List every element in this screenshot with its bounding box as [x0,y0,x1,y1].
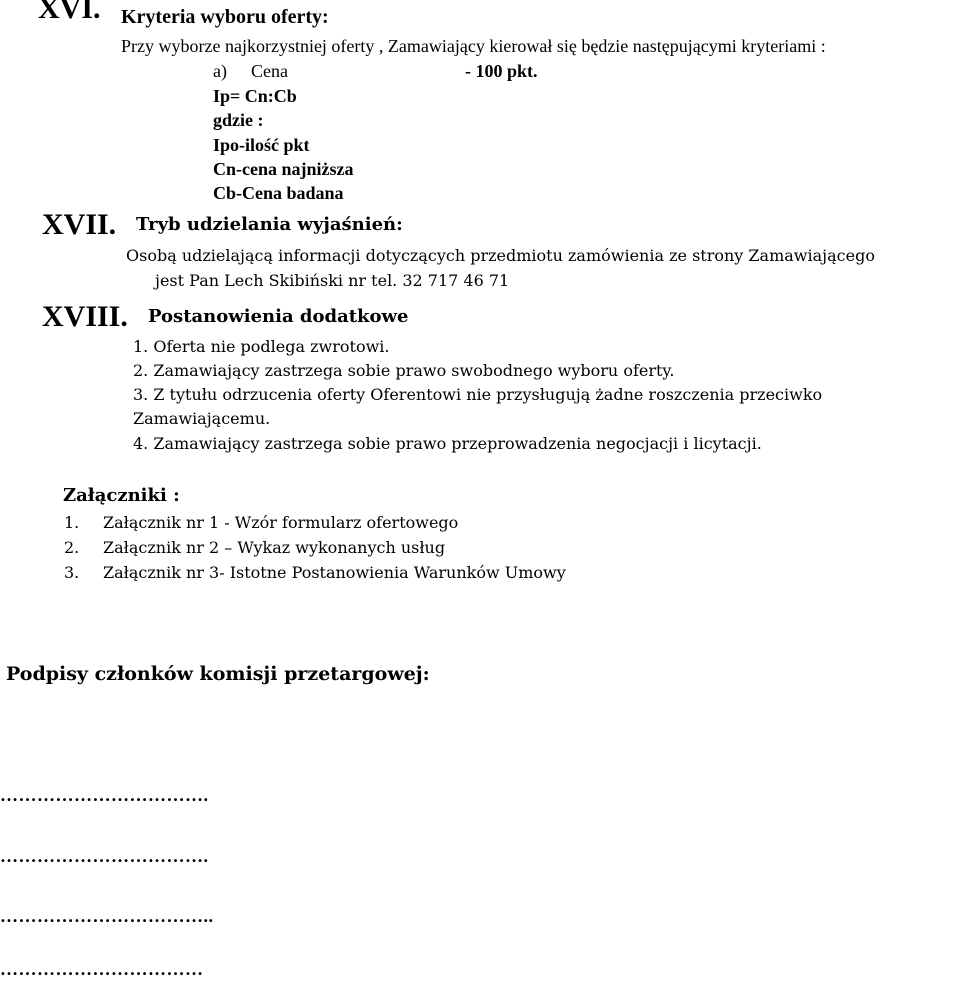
section-17-line-2: jest Pan Lech Skibiński nr tel. 32 717 46 71 [155,271,510,290]
attachment-3-number: 3. [64,563,80,582]
attachment-3-text: Załącznik nr 3- Istotne Postanowienia Warunków Umowy [103,563,566,582]
section-18-number: XVIII. [42,300,128,333]
attachment-1-number: 1. [64,513,80,532]
criterion-a-name: Cena [251,61,288,81]
definition-cn: Cn-cena najniższa [213,159,354,179]
definition-cb: Cb-Cena badana [213,183,344,203]
formula-where: gdzie : [213,110,264,130]
section-17-title: Tryb udzielania wyjaśnień: [136,214,403,235]
section-17-number: XVII. [42,208,117,241]
signature-line-4: …………………………… [0,959,204,979]
section-18-title: Postanowienia dodatkowe [148,306,409,327]
criterion-a-label: a) [213,61,227,81]
section-16-title: Kryteria wyboru oferty: [121,6,329,28]
section-17-line-1: Osobą udzielającą informacji dotyczących przedmiotu zamówienia ze strony Zamawiającego [126,246,875,265]
definition-ipo: Ipo-ilość pkt [213,135,310,155]
section-16-number: XVI. [38,0,101,25]
criterion-a-points: - 100 pkt. [465,61,538,81]
signature-line-2: ……………………………. [0,846,209,866]
signature-line-3: …………………………….. [0,906,214,926]
attachment-2-text: Załącznik nr 2 – Wykaz wykonanych usług [103,538,446,557]
formula: Ip= Cn:Cb [213,86,297,106]
signature-line-1: ……………………………. [0,785,209,805]
provision-item-3: 3. Z tytułu odrzucenia oferty Oferentowi nie przysługują żadne roszczenia przeciwko [133,385,823,404]
attachments-title: Załączniki : [63,485,180,506]
provision-item-4: 4. Zamawiający zastrzega sobie prawo przeprowadzenia negocjacji i licytacji. [133,434,762,453]
provision-item-2: 2. Zamawiający zastrzega sobie prawo swobodnego wyboru oferty. [133,361,675,380]
attachment-1-text: Załącznik nr 1 - Wzór formularz ofertowego [103,513,459,532]
provision-item-3-cont: Zamawiającemu. [133,409,271,428]
provision-item-1: 1. Oferta nie podlega zwrotowi. [133,337,390,356]
attachment-2-number: 2. [64,538,80,557]
section-16-intro: Przy wyborze najkorzystniej oferty , Zamawiający kierował się będzie następującymi kryteriami : [121,36,826,56]
signatures-title: Podpisy członków komisji przetargowej: [6,663,430,685]
